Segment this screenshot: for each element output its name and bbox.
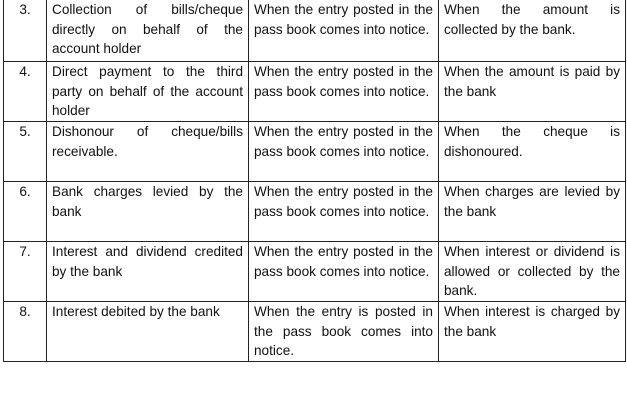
table-row [4, 242, 626, 302]
cash-book-timing-cell: When the entry posted in the pass book comes into notice. [249, 242, 439, 302]
cash-book-timing-cell: When the entry posted in the pass book comes into notice. [249, 62, 439, 122]
transaction-cell: Bank charges levied by the bank [47, 182, 249, 242]
pass-book-timing-cell: When the amount is paid by the bank [439, 62, 626, 122]
row-number: 6. [4, 182, 47, 242]
row-number: 8. [4, 302, 47, 362]
table-row [4, 122, 626, 182]
row-number: 3. [4, 0, 47, 62]
table-row [4, 182, 626, 242]
row-number: 5. [4, 122, 47, 182]
cash-book-timing-cell: When the entry is posted in the pass book comes into notice. [249, 302, 439, 362]
table-row [4, 62, 626, 122]
pass-book-timing-cell: When the amount is collected by the bank. [439, 0, 626, 62]
table-row [4, 302, 626, 362]
table-row [4, 0, 626, 62]
pass-book-timing-cell: When the cheque is dishonoured. [439, 122, 626, 182]
cash-book-timing-cell: When the entry posted in the pass book comes into notice. [249, 122, 439, 182]
transactions-table [3, 0, 626, 362]
transaction-cell: Collection of bills/cheque directly on behalf of the account holder [47, 0, 249, 62]
transaction-cell: Dishonour of cheque/bills receivable. [47, 122, 249, 182]
transaction-cell: Interest and dividend credited by the bank [47, 242, 249, 302]
pass-book-timing-cell: When interest or dividend is allowed or collected by the bank. [439, 242, 626, 302]
row-number: 4. [4, 62, 47, 122]
row-number: 7. [4, 242, 47, 302]
pass-book-timing-cell: When interest is charged by the bank [439, 302, 626, 362]
transaction-cell: Interest debited by the bank [47, 302, 249, 362]
transaction-cell: Direct payment to the third party on behalf of the account holder [47, 62, 249, 122]
cash-book-timing-cell: When the entry posted in the pass book comes into notice. [249, 0, 439, 62]
pass-book-timing-cell: When charges are levied by the bank [439, 182, 626, 242]
cash-book-timing-cell: When the entry posted in the pass book comes into notice. [249, 182, 439, 242]
